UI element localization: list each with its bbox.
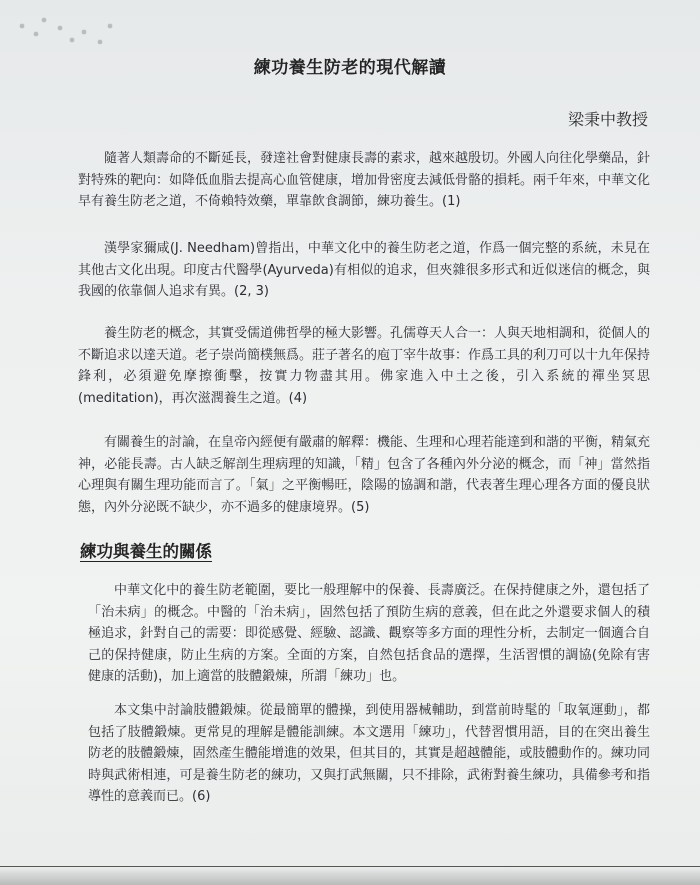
punch-mark <box>70 38 74 42</box>
punch-mark <box>98 40 102 44</box>
punch-mark <box>34 32 38 36</box>
punch-mark <box>58 26 62 30</box>
paragraph-intro-2: 漢學家獮咸(J. Needham)曾指出，中華文化中的養生防老之道，作爲一個完整的系統，未見在其他古文化出現。印度古代醫學(Ayurveda)有相似的追求，但夾雜很多形式和近似迷信的概念，與我國的依靠個人追求有異。(2, 3) <box>78 241 650 299</box>
document-title: 練功養生防老的現代解讀 <box>253 58 447 78</box>
paragraph-section-2: 本文集中討論肢體鍛煉。從最簡單的體操，到使用器械輔助，到當前時髦的「取氧運動」，都包括了肢體鍛煉。更常見的理解是體能訓練。本文選用「練功」，代替習慣用語，目的在突出養生防老的肢體鍛煉，固然產生體能增進的效果，但其目的，其實是超越體能，或肢體動作的。練功同時與武術相連，可是養生防老的練功，又與打武無關，只不排除，武術對養生練功，具備參考和指導性的意義而已。(6) <box>88 703 650 804</box>
paragraph-intro-4: 有關養生的討論，在皇帝內經便有嚴肅的解釋：機能、生理和心理若能達到和諧的平衡，精氣充神，必能長壽。古人缺乏解剖生理病理的知識，「精」包含了各種內外分泌的概念，而「神」當然指心理與有關生理功能而言了。「氣」之平衡暢旺，陰陽的協調和諧，代表著生理心理各方面的優良狀態，內外分泌既不缺少，亦不過多的健康境界。(5) <box>78 435 651 515</box>
paragraph-section-1: 中華文化中的養生防老範圍，要比一般理解中的保養、長壽廣泛。在保持健康之外，還包括了「治未病」的概念。中醫的「治未病」，固然包括了預防生病的意義，但在此之外還要求個人的積極追求，針對自己的需要：即從感覺、經驗、認識、觀察等多方面的理性分析，去制定一個適合自己的保持健康，防止生病的方案。全面的方案，自然包括食品的選擇，生活習慣的調協(免除有害健康的活動)，加上適當的肢體鍛煉，所謂「練功」也。 <box>88 583 650 684</box>
punch-mark <box>42 18 46 22</box>
section-heading: 練功與養生的關係 <box>80 542 212 561</box>
author-name: 梁秉中教授 <box>567 110 648 129</box>
paragraph-intro-1: 隨著人類壽命的不斷延長，發達社會對健康長壽的素求，越來越殷切。外國人向往化學藥品，針對特殊的靶向：如降低血脂去提高心血管健康，增加骨密度去減低骨骼的損耗。兩千年來，中華文化早有養生防老之道，不倚賴特效藥，單靠飲食調節，練功養生。(1) <box>78 151 651 209</box>
punch-mark <box>82 30 86 34</box>
punch-mark <box>108 24 112 28</box>
punch-marks <box>18 10 138 50</box>
paragraph-intro-3: 養生防老的概念，其實受儒道佛哲學的極大影響。孔儒尊天人合一：人與天地相調和，從個人的不斷追求以達天道。老子崇尚簡樸無爲。莊子著名的庖丁宰牛故事：作爲工具的利刀可以十九年保持鋒利，必須避免摩擦衝擊，按實力物盡其用。佛家進入中土之後，引入系統的禪坐冥思(meditation)，再次滋潤養生之道。(4) <box>78 326 651 406</box>
punch-mark <box>20 24 24 28</box>
